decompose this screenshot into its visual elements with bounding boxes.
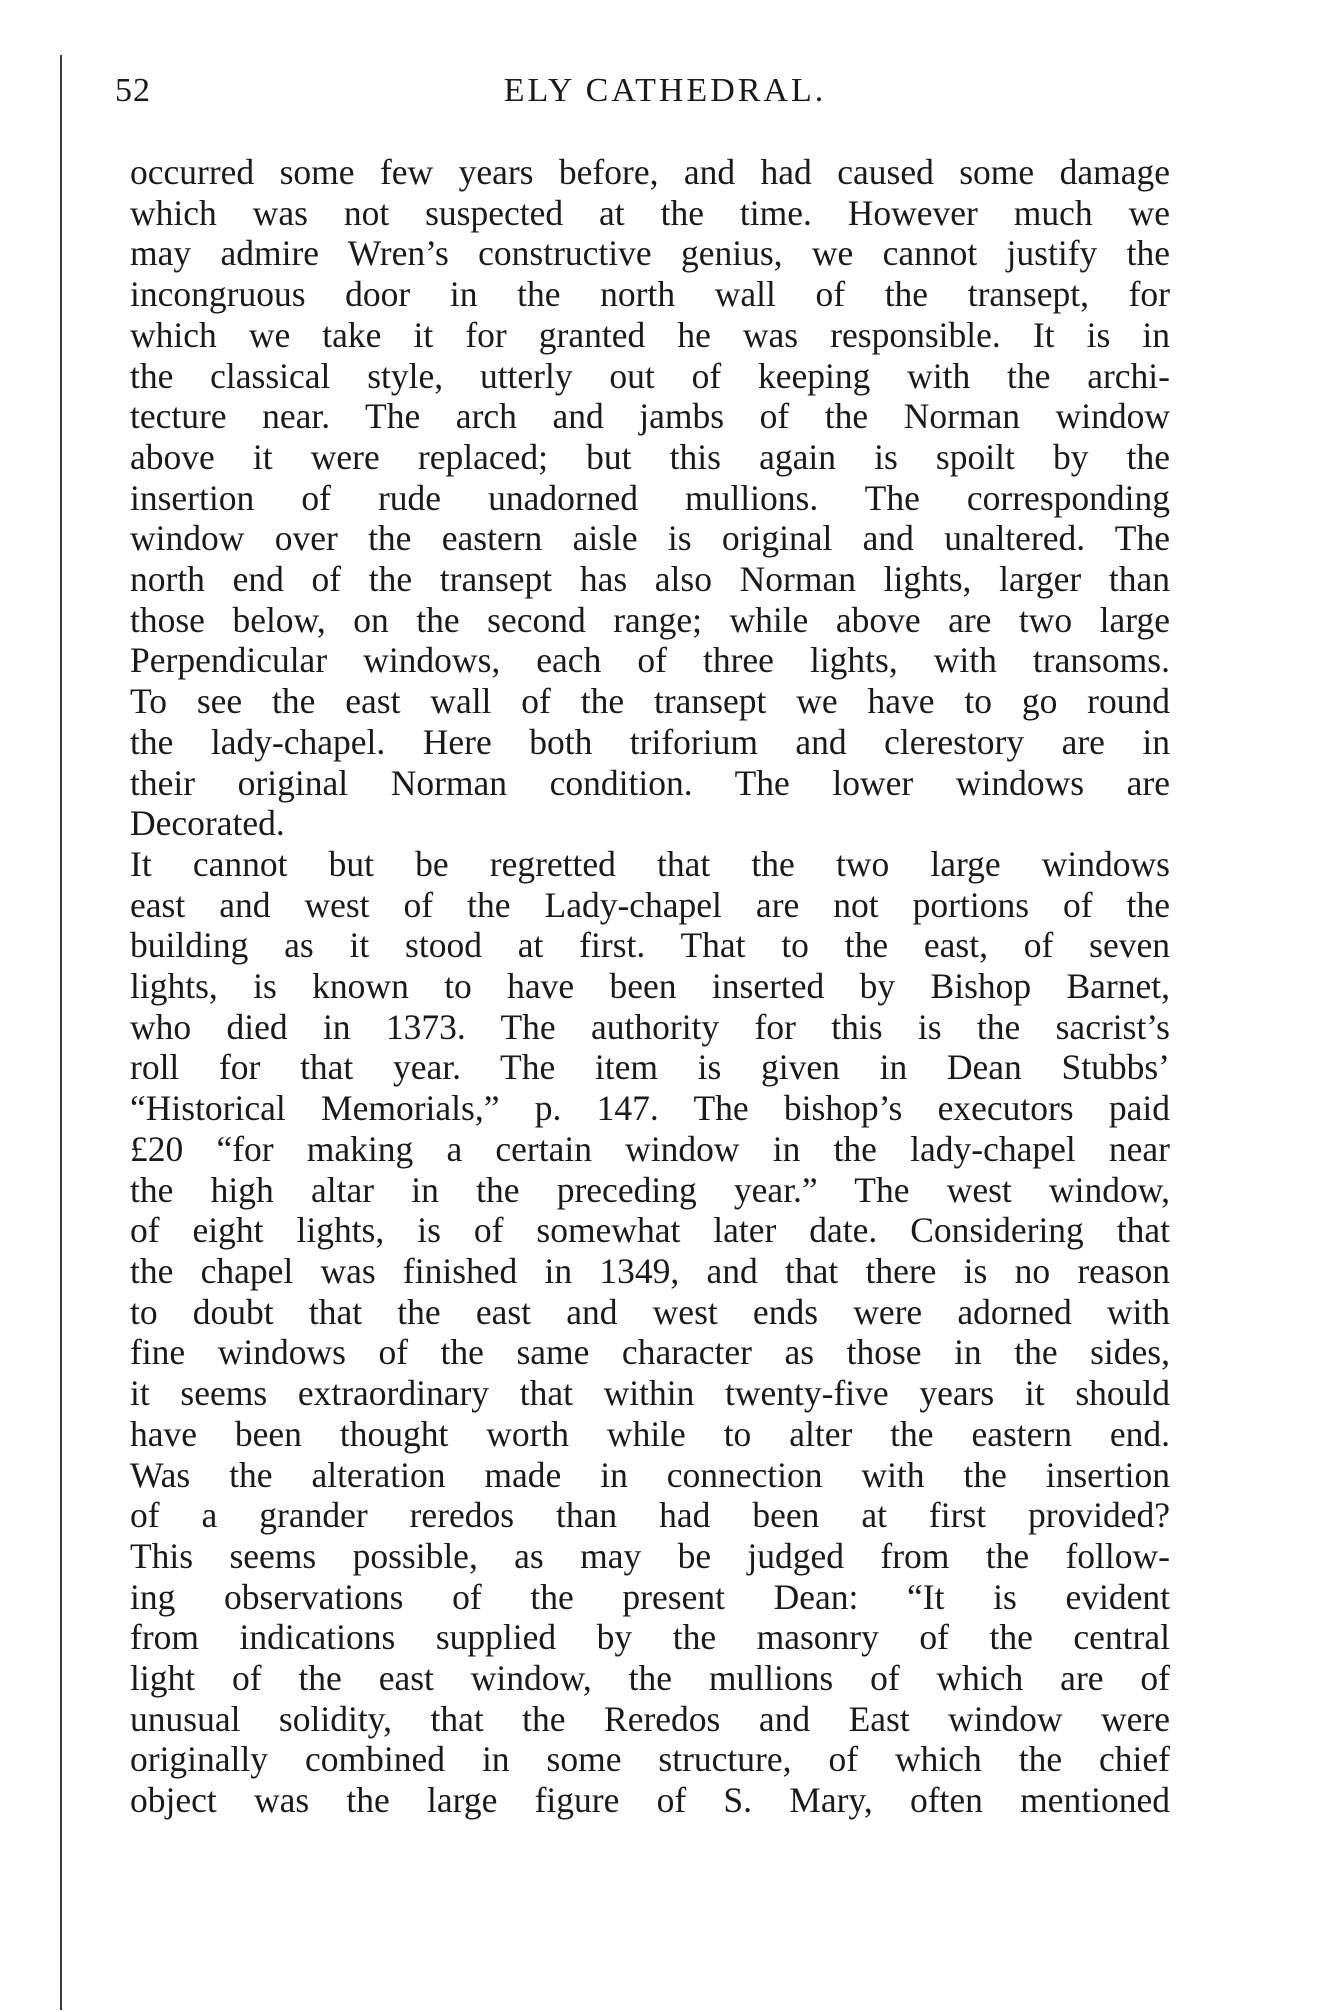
text-line: originally combined in some structure, of which the chief [130,1739,1170,1780]
body-text [130,152,1170,1821]
text-line: unusual solidity, that the Reredos and East window were [130,1698,1170,1739]
text-line: their original Norman condition. The lower windows are [130,762,1170,803]
paragraph-1 [130,152,1170,844]
text-line: who died in 1373. The authority for this is the sacrist’s [130,1006,1170,1047]
text-line: fine windows of the same character as those in the sides, [130,1332,1170,1373]
paragraph-2 [130,844,1170,1821]
text-line: the classical style, utterly out of keeping with the archi- [130,355,1170,396]
text-line: to doubt that the east and west ends were adorned with [130,1291,1170,1332]
text-line: above it were replaced; but this again is spoilt by the [130,436,1170,477]
text-line: incongruous door in the north wall of the transept, for [130,274,1170,315]
text-line: To see the east wall of the transept we have to go round [130,681,1170,722]
text-line: Perpendicular windows, each of three lights, with transoms. [130,640,1170,681]
page-header [115,72,1175,120]
text-line: the high altar in the preceding year.” The west window, [130,1169,1170,1210]
text-line: of eight lights, is of somewhat later date. Considering that [130,1210,1170,1251]
text-line: window over the eastern aisle is original and unaltered. The [130,518,1170,559]
text-line: object was the large figure of S. Mary, often mentioned [130,1780,1170,1821]
text-line: the chapel was finished in 1349, and that there is no reason [130,1250,1170,1291]
page-number: 52 [115,72,151,109]
text-line: it seems extraordinary that within twenty-five years it should [130,1373,1170,1414]
text-line: the lady-chapel. Here both triforium and clerestory are in [130,721,1170,762]
text-line: may admire Wren’s constructive genius, we cannot justify the [130,233,1170,274]
text-line: from indications supplied by the masonry of the central [130,1617,1170,1658]
text-line: tecture near. The arch and jambs of the Norman window [130,396,1170,437]
text-line: building as it stood at first. That to the east, of seven [130,925,1170,966]
page-margin-rule [60,55,62,2010]
text-line: which we take it for granted he was responsible. It is in [130,314,1170,355]
text-line: those below, on the second range; while above are two large [130,599,1170,640]
text-line: This seems possible, as may be judged from the follow- [130,1535,1170,1576]
text-line: lights, is known to have been inserted by Bishop Barnet, [130,966,1170,1007]
text-line: Was the alteration made in connection with the insertion [130,1454,1170,1495]
text-line: ing observations of the present Dean: “It is evident [130,1576,1170,1617]
text-line: which was not suspected at the time. However much we [130,192,1170,233]
text-line: of a grander reredos than had been at first provided? [130,1495,1170,1536]
text-line: Decorated. [130,803,285,844]
text-line: It cannot but be regretted that the two large windows [130,843,1170,884]
text-line: light of the east window, the mullions of which are of [130,1658,1170,1699]
text-line: £20 “for making a certain window in the lady-chapel near [130,1128,1170,1169]
text-line: east and west of the Lady-chapel are not portions of the [130,884,1170,925]
text-line: roll for that year. The item is given in Dean Stubbs’ [130,1047,1170,1088]
text-line: occurred some few years before, and had caused some damage [130,152,1170,192]
running-title: ELY CATHEDRAL. [503,72,827,109]
text-line: insertion of rude unadorned mullions. The corresponding [130,477,1170,518]
text-line: “Historical Memorials,” p. 147. The bishop’s executors paid [130,1088,1170,1129]
text-line: have been thought worth while to alter the eastern end. [130,1413,1170,1454]
text-line: north end of the transept has also Norman lights, larger than [130,559,1170,600]
